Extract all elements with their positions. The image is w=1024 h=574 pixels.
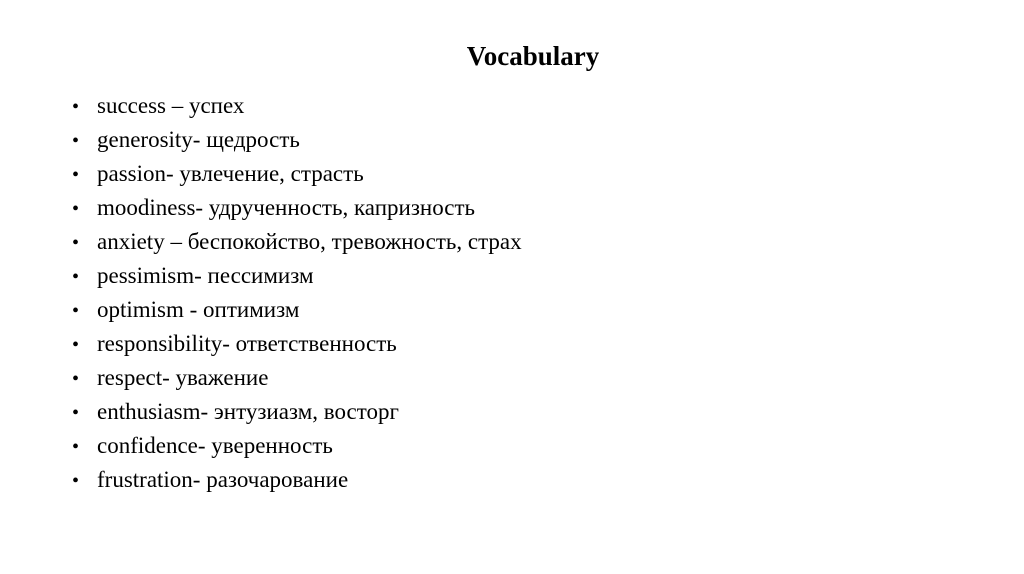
bullet-icon: •	[72, 130, 80, 152]
list-item	[72, 89, 522, 123]
bullet-icon: •	[72, 334, 80, 356]
slide-title: Vocabulary	[466, 41, 600, 71]
vocabulary-list	[72, 89, 522, 497]
list-item	[72, 429, 522, 463]
list-item	[72, 327, 522, 361]
vocab-entry: anxiety – беспокойство, тревожность, страх	[97, 229, 522, 254]
bullet-icon: •	[72, 164, 80, 186]
list-item	[72, 225, 522, 259]
bullet-icon: •	[72, 266, 80, 288]
list-item	[72, 361, 522, 395]
list-item	[72, 293, 522, 327]
bullet-icon: •	[72, 232, 80, 254]
vocab-entry: success – успех	[97, 93, 245, 118]
bullet-icon: •	[72, 198, 80, 220]
bullet-icon: •	[72, 368, 80, 390]
vocab-entry: moodiness- удрученность, капризность	[97, 195, 476, 220]
vocab-entry: enthusiasm- энтузиазм, восторг	[97, 399, 399, 424]
list-item	[72, 395, 522, 429]
vocab-entry: generosity- щедрость	[97, 127, 300, 152]
bullet-icon: •	[72, 436, 80, 458]
bullet-icon: •	[72, 300, 80, 322]
vocab-entry: responsibility- ответственность	[97, 331, 397, 356]
list-item	[72, 259, 522, 293]
vocab-entry: pessimism- пессимизм	[97, 263, 314, 288]
list-item	[72, 463, 522, 497]
list-item	[72, 191, 522, 225]
list-item	[72, 123, 522, 157]
vocab-entry: optimism - оптимизм	[97, 297, 300, 322]
bullet-icon: •	[72, 96, 80, 118]
vocab-entry: passion- увлечение, страсть	[97, 161, 364, 186]
vocab-entry: respect- уважение	[97, 365, 269, 390]
vocab-entry: frustration- разочарование	[97, 467, 349, 492]
vocab-entry: confidence- уверенность	[97, 433, 333, 458]
bullet-icon: •	[72, 402, 80, 424]
bullet-icon: •	[72, 470, 80, 492]
list-item	[72, 157, 522, 191]
